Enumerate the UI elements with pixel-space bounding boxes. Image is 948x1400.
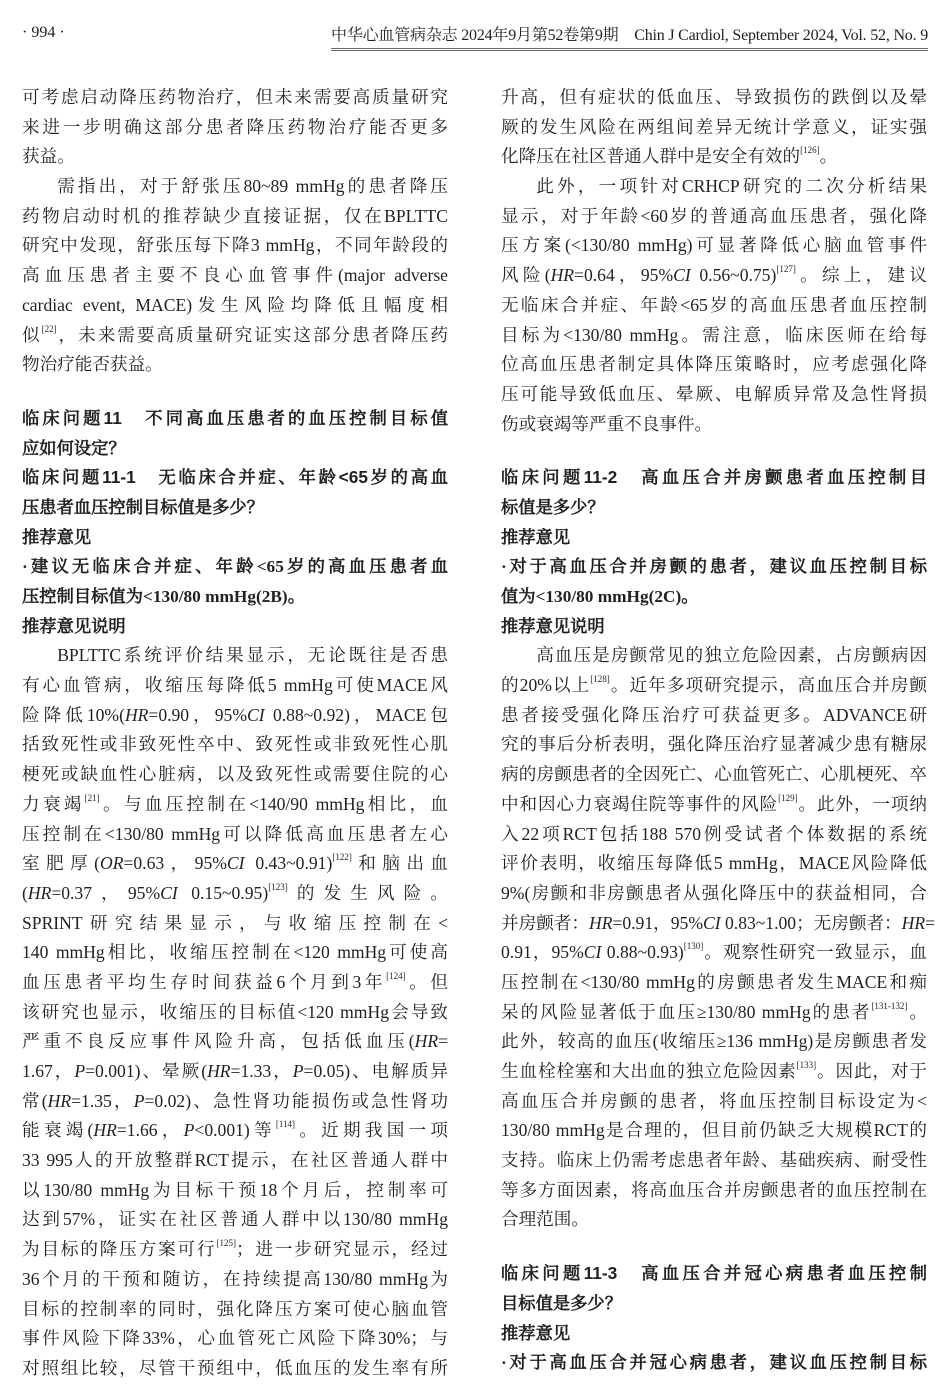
paragraph [501, 172, 927, 439]
section-heading [22, 463, 448, 522]
text-segment: 。因此，对于 [816, 1061, 927, 1081]
text-line: 此外，一项针对CRHCP研究的二次分析结果 [536, 176, 927, 197]
section-heading [501, 1259, 927, 1318]
text-line: 推荐意见 [501, 1322, 571, 1343]
citation-ref: [22] [41, 323, 57, 334]
text-line: 36个月的干预和随访，在持续提高130/80 mmHg为 [22, 1268, 448, 1289]
text-segment: 室肥厚( [22, 853, 100, 874]
italic-symbol: OR [100, 853, 124, 874]
text-segment: 风险( [501, 265, 551, 286]
text-line [501, 790, 927, 820]
section-gap [501, 1235, 927, 1259]
text-line: 对照组比较，尽管干预组中，低血压的发生率有所 [22, 1357, 448, 1378]
running-header: 中华心血管病杂志 2024年9月第52卷第9期 Chin J Cardiol, September 2024, Vol. 52, No. 9 [331, 22, 928, 51]
text-line [501, 1057, 927, 1087]
text-line: 标值是多少？ [501, 496, 605, 517]
text-segment: =0.05)、电解质异 [303, 1061, 449, 1081]
text-segment: 。综上，建议 [795, 265, 927, 286]
italic-symbol: CI [160, 882, 178, 903]
text-line: 推荐意见说明 [22, 615, 126, 636]
text-line: 药物启动时机的推荐缺少直接证据，仅在BPLTTC [22, 205, 448, 226]
text-segment: 。此外，一项纳 [797, 793, 927, 814]
section-heading [22, 404, 448, 463]
text-line: 临床问题11-1 无临床合并症、年龄<65岁的高血 [22, 467, 448, 488]
text-segment: 能衰竭( [22, 1120, 94, 1141]
text-line: 值为<130/80 mmHg(2C)。 [501, 587, 699, 606]
italic-symbol: CI [246, 704, 265, 725]
text-line: 伤或衰竭等严重不良事件。 [501, 413, 713, 434]
right-column [501, 83, 936, 1378]
citation-ref: [131-132] [871, 1000, 908, 1011]
italic-symbol: P [183, 1120, 195, 1141]
text-segment: 似 [22, 324, 42, 345]
text-segment: 的发生风险。 [287, 882, 448, 903]
citation-ref: [130] [683, 941, 704, 952]
text-segment: 。 [819, 146, 838, 167]
text-segment: ，未来需要高质量研究证实这部分患者降压药 [56, 324, 448, 345]
text-line: ·建议无临床合并症、年龄<65岁的高血压患者血 [22, 557, 448, 577]
text-line: 事件风险下降33%，心血管死亡风险下降30%；与 [22, 1328, 448, 1349]
text-line [501, 909, 936, 939]
citation-ref: [122] [332, 852, 352, 863]
section-heading [501, 1319, 927, 1349]
text-line [22, 701, 448, 731]
text-segment: 力衰竭 [22, 793, 85, 814]
italic-symbol: HR [207, 1061, 231, 1081]
text-line: 140 mmHg相比，收缩压控制在<120 mmHg可使高 [22, 942, 448, 963]
paragraph [22, 83, 448, 172]
paragraph [501, 83, 927, 172]
text-line [22, 849, 448, 879]
text-segment: 。但 [405, 971, 448, 992]
citation-ref: [114] [275, 1119, 296, 1130]
section-gap [22, 380, 448, 404]
text-segment: 为目标的降压方案可行 [22, 1239, 217, 1260]
text-line: 33 995人的开放整群RCT提示，在社区普通人群中 [22, 1150, 448, 1171]
text-line: 压可能导致低血压、晕厥、电解质异常及急性肾损 [501, 383, 927, 404]
text-line: SPRINT研究结果显示，与收缩压控制在< [22, 912, 448, 933]
citation-ref: [129] [778, 792, 798, 803]
citation-ref: [124] [386, 970, 406, 981]
text-segment: 血压患者平均生存时间获益6个月到3年 [22, 971, 387, 992]
italic-symbol: HR [588, 912, 613, 933]
text-line: 推荐意见说明 [501, 615, 605, 636]
text-segment: =0.64，95% [574, 265, 674, 286]
italic-symbol: HR [93, 1120, 117, 1141]
left-column [22, 83, 448, 1384]
text-line: 厥的发生风险在两组间差异无统计学意义，证实强 [501, 116, 927, 137]
text-line: 升高，但有症状的低血压、导致损伤的跌倒以及晕 [501, 87, 927, 107]
text-line [22, 1235, 448, 1265]
italic-symbol: HR [47, 1090, 72, 1111]
text-line: 9%(房颤和非房颤患者从强化降压中的获益相同，合 [501, 882, 927, 903]
text-line [501, 671, 927, 701]
text-line [501, 261, 927, 291]
paragraph [501, 641, 936, 1235]
text-line: 高血压合并房颤的患者，将血压控制目标设定为< [501, 1090, 927, 1111]
section-heading [501, 463, 927, 522]
text-line: 130/80 mmHg是合理的，但目前仍缺乏大规模RCT的 [501, 1120, 927, 1141]
citation-ref: [127] [776, 264, 796, 275]
text-segment: =0.02)、急性肾功能损伤或急性肾功 [144, 1090, 448, 1111]
page-number: · 994 · [22, 24, 65, 41]
section-heading [22, 523, 448, 553]
text-line: 临床问题11-3 高血压合并冠心病患者血压控制 [501, 1263, 927, 1284]
italic-symbol: CI [703, 912, 721, 933]
citation-ref: [128] [590, 674, 610, 685]
italic-symbol: HR [27, 882, 52, 903]
text-line: 压控制在<130/80 mmHg的房颤患者发生MACE和痴 [501, 971, 927, 992]
text-line: 高血压患者主要不良心血管事件(major adverse [22, 265, 448, 286]
text-segment: 0.56~0.75) [690, 265, 777, 286]
text-line [22, 968, 448, 998]
paragraph [22, 172, 448, 380]
recommendation [501, 1348, 927, 1378]
text-segment: 0.88~0.92)，MACE包 [264, 704, 449, 725]
text-segment: =0.001)、晕厥( [85, 1061, 208, 1081]
text-segment: =0.91，95% [612, 912, 703, 933]
text-line: 压方案(<130/80 mmHg)可显著降低心脑血管事件 [501, 235, 927, 256]
citation-ref: [21] [84, 792, 100, 803]
text-line: 有心血管病，收缩压每降低5 mmHg可使MACE风 [22, 675, 448, 696]
text-line: 究的事后分析表明，强化降压治疗显著减少患有糖尿 [501, 734, 927, 755]
text-line: 压患者血压控制目标值是多少？ [22, 496, 264, 517]
text-line: cardiac event, MACE)发生风险均降低且幅度相 [22, 294, 448, 315]
text-line: 目标为<130/80 mmHg。需注意，临床医师在给每 [501, 324, 927, 345]
text-segment: 化降压在社区普通人群中是安全有效的 [501, 146, 801, 167]
text-line: ·对于高血压合并冠心病患者，建议血压控制目标 [501, 1353, 927, 1373]
text-segment: <0.001)等 [194, 1120, 276, 1141]
text-segment: 险降低10%( [22, 704, 125, 725]
text-line: 研究中发现，舒张压每下降3 mmHg，不同年龄段的 [22, 235, 448, 256]
text-line: 梗死或缺血性心脏病，以及致死性或需要住院的心 [22, 764, 448, 785]
text-segment: 呆的风险显著低于血压≥130/80 mmHg的患者 [501, 1001, 872, 1022]
citation-ref: [125] [216, 1238, 236, 1249]
text-line [501, 142, 927, 172]
text-segment: =1.33， [230, 1061, 293, 1081]
text-segment: =1.35， [71, 1090, 134, 1111]
section-heading [501, 612, 927, 642]
italic-symbol: HR [124, 704, 149, 725]
paragraph [22, 641, 448, 1383]
italic-symbol: P [74, 1061, 86, 1081]
text-segment: 中和因心力衰竭住院等事件的风险 [501, 793, 779, 814]
text-line: 目标值是多少？ [501, 1292, 622, 1313]
text-segment: ；进一步研究显示，经过 [235, 1239, 448, 1260]
text-segment: 。近期我国一项 [295, 1120, 448, 1141]
text-segment: 0.91，95% [501, 942, 584, 963]
text-segment: 0.43~0.91) [244, 853, 333, 874]
text-line [22, 1087, 448, 1117]
text-segment: =0.37，95% [51, 882, 161, 903]
text-segment: 1.67， [22, 1061, 75, 1081]
text-segment: =0.63，95% [123, 853, 227, 874]
text-segment: 严重不良反应事件风险升高，包括低血压( [22, 1031, 415, 1052]
text-line: BPLTTC系统评价结果显示，无论既往是否患 [57, 645, 448, 666]
italic-symbol: CI [673, 265, 691, 286]
italic-symbol: P [292, 1061, 304, 1081]
section-heading [501, 523, 927, 553]
section-heading [22, 612, 448, 642]
text-segment: =0.90，95% [148, 704, 247, 725]
italic-symbol: HR [414, 1031, 439, 1052]
text-line [22, 879, 448, 909]
text-line: 压控制在<130/80 mmHg可以降低高血压患者左心 [22, 823, 448, 844]
text-segment: = [438, 1031, 448, 1052]
text-line: 推荐意见 [501, 526, 571, 547]
text-line [501, 938, 927, 968]
text-segment: 0.15~0.95) [177, 882, 269, 903]
text-segment: ( [22, 882, 28, 903]
text-line: 达到57%，证实在社区普通人群中以130/80 mmHg [22, 1209, 448, 1230]
text-line [22, 1116, 448, 1146]
citation-ref: [126] [800, 145, 820, 156]
text-segment: 生血栓栓塞和大出血的独立危险因素 [501, 1061, 797, 1081]
text-line: 以130/80 mmHg为目标干预18个月后，控制率可 [22, 1179, 448, 1200]
section-gap [501, 439, 927, 463]
text-line: 来进一步明确这部分患者降压药物治疗能否更多 [22, 116, 448, 137]
text-line [22, 1027, 448, 1057]
text-segment: 。观察性研究一致显示，血 [703, 942, 927, 963]
text-segment: 0.88~0.93) [601, 942, 684, 963]
text-line: 临床问题11 不同高血压患者的血压控制目标值 [22, 407, 448, 428]
text-line: 支持。临床上仍需考虑患者年龄、基础疾病、耐受性 [501, 1150, 927, 1171]
text-segment: = [925, 912, 936, 933]
text-line: 括致死性或非致死性卒中、致死性或非致死性心肌 [22, 734, 448, 755]
text-line: 无临床合并症、年龄<65岁的高血压患者血压控制 [501, 294, 927, 315]
text-line: 需指出，对于舒张压80~89 mmHg的患者降压 [57, 176, 448, 197]
italic-symbol: CI [226, 853, 245, 874]
text-line: 位高血压患者制定具体降压策略时，应考虑强化降 [501, 354, 927, 375]
text-line: 可考虑启动降压药物治疗，但未来需要高质量研究 [22, 87, 448, 107]
recommendation [22, 552, 448, 611]
text-line: 推荐意见 [22, 526, 92, 547]
text-segment: 0.83~1.00；无房颤者： [720, 912, 902, 933]
text-line [22, 790, 448, 820]
italic-symbol: HR [550, 265, 575, 286]
text-segment: 和脑出血 [351, 853, 449, 874]
text-line: 患者接受强化降压治疗可获益更多。ADVANCE研 [501, 704, 927, 725]
citation-ref: [123] [268, 881, 288, 892]
text-line: 病的房颤患者的全因死亡、心血管死亡、心肌梗死、卒 [501, 764, 927, 785]
text-line: 临床问题11-2 高血压合并房颤患者血压控制目 [501, 467, 927, 488]
text-line: 高血压是房颤常见的独立危险因素，占房颤病因 [536, 645, 927, 666]
text-line: 此外，较高的血压(收缩压≥136 mmHg)是房颤患者发 [501, 1031, 927, 1052]
text-line: 入22项RCT包括188 570例受试者个体数据的系统 [501, 823, 927, 844]
text-segment: 。 [907, 1001, 927, 1022]
text-segment: 并房颤者： [501, 912, 589, 933]
italic-symbol: P [133, 1090, 145, 1111]
text-segment: 常( [22, 1090, 48, 1111]
text-line [501, 998, 927, 1028]
citation-ref: [133] [796, 1060, 817, 1070]
recommendation [501, 552, 927, 611]
text-line: 显示，对于年龄<60岁的普通高血压患者，强化降 [501, 205, 927, 226]
italic-symbol: HR [901, 912, 926, 933]
text-segment: =1.66， [116, 1120, 184, 1141]
text-line: 合理范围。 [501, 1209, 589, 1230]
italic-symbol: CI [583, 942, 602, 963]
text-segment: 。与血压控制在<140/90 mmHg相比，血 [99, 793, 448, 814]
text-line: 评价表明，收缩压每降低5 mmHg，MACE风险降低 [501, 853, 927, 874]
text-line: 该研究也显示，收缩压的目标值<120 mmHg会导致 [22, 1001, 448, 1022]
text-line: ·对于高血压合并房颤的患者，建议血压控制目标 [501, 557, 927, 577]
text-line: 压控制目标值为<130/80 mmHg(2B)。 [22, 587, 305, 606]
text-line: 目标的控制率的同时，强化降压方案可使心脑血管 [22, 1298, 448, 1319]
text-segment: 。近年多项研究提示，高血压合并房颤 [609, 675, 927, 696]
text-line: 物治疗能否获益。 [22, 354, 163, 375]
text-segment: 的20%以上 [501, 675, 591, 696]
text-line: 等多方面因素，将高血压合并房颤患者的血压控制在 [501, 1179, 927, 1200]
text-line: 应如何设定？ [22, 437, 126, 458]
text-line: 获益。 [22, 146, 75, 167]
text-line [22, 1057, 448, 1087]
text-line [22, 321, 448, 351]
